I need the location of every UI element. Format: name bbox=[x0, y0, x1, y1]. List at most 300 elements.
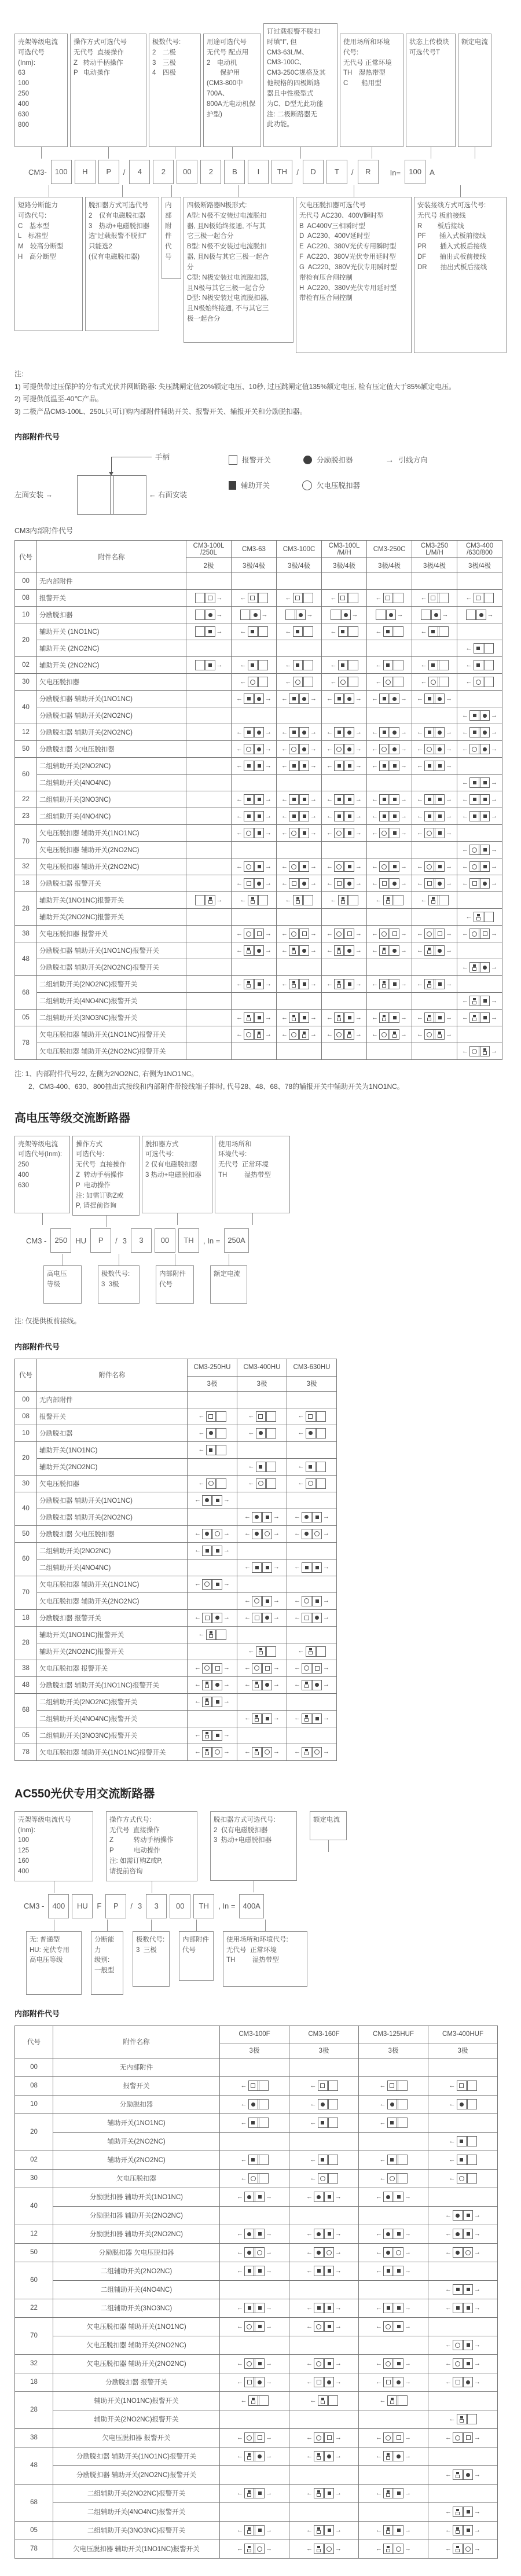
alarm-icon bbox=[209, 1634, 213, 1638]
accessory-position-diagram bbox=[462, 1046, 497, 1056]
aux-alarm-combo-icon bbox=[255, 1715, 259, 1722]
lead-arrow-icon: → bbox=[223, 1580, 230, 1588]
accessory-position-diagram bbox=[376, 2544, 411, 2554]
shunt-release-icon bbox=[255, 1515, 259, 1519]
breaker-mini-outline bbox=[256, 1478, 276, 1489]
aux-icon bbox=[387, 897, 390, 900]
breaker-mini-outline bbox=[244, 794, 264, 805]
diagram-cell bbox=[277, 909, 322, 926]
diagram-cell bbox=[220, 2410, 289, 2428]
section3-heading: AC550光伏专用交流断路器 bbox=[14, 1787, 155, 1800]
compartment bbox=[265, 1479, 276, 1488]
shunt-release-icon bbox=[257, 949, 261, 953]
aux-switch-icon bbox=[247, 731, 251, 734]
accessory-position-diagram bbox=[244, 1713, 280, 1724]
breaker-mini-outline bbox=[379, 811, 399, 821]
alarm-icon bbox=[438, 1034, 442, 1038]
spec-box-line: 可选代号T bbox=[409, 49, 441, 56]
lead-arrow-icon: ← bbox=[375, 896, 382, 904]
lead-arrow-icon: ← bbox=[326, 812, 333, 820]
aux-icon bbox=[428, 948, 431, 950]
compartment bbox=[470, 1013, 479, 1022]
diagram-cell bbox=[412, 623, 457, 640]
lead-arrow-icon: ← bbox=[240, 628, 247, 635]
table-row bbox=[15, 775, 502, 791]
compartment bbox=[453, 2340, 462, 2350]
accessory-name-cell: 二组辅助开关(3NO3NC) bbox=[53, 2299, 220, 2317]
table-row bbox=[15, 976, 502, 993]
compartment bbox=[392, 2322, 403, 2331]
lead-arrow-icon: ← bbox=[298, 1429, 304, 1437]
compartment bbox=[388, 2174, 397, 2183]
spec-box-line: 无代号 正常环境 bbox=[226, 1946, 277, 1954]
diagram-cell bbox=[188, 1676, 237, 1693]
lead-arrow-icon: ← bbox=[462, 863, 468, 870]
accessory-position-diagram bbox=[326, 1029, 362, 1040]
lead-arrow-icon: → bbox=[405, 2526, 411, 2534]
compartment bbox=[388, 862, 399, 871]
lead-arrow-icon: ← bbox=[375, 628, 382, 635]
accessory-position-diagram bbox=[237, 2321, 272, 2332]
compartment bbox=[388, 728, 399, 737]
aux-switch-icon bbox=[292, 697, 296, 700]
diagram-cell bbox=[220, 2113, 289, 2132]
shunt-release-icon bbox=[438, 747, 442, 751]
spec-box-line: 他规格的四极断路 bbox=[267, 80, 320, 87]
aux-switch-icon bbox=[216, 1734, 219, 1737]
diagram-cell bbox=[188, 1727, 237, 1744]
lead-arrow-icon: ← bbox=[281, 829, 288, 836]
lead-arrow-icon: → bbox=[355, 879, 362, 887]
diagram-cell bbox=[287, 1525, 337, 1542]
diagram-cell bbox=[289, 2188, 359, 2206]
compartment bbox=[335, 929, 343, 938]
aux-switch-icon bbox=[317, 2306, 321, 2310]
section-cm3-type-designation bbox=[14, 28, 509, 418]
diagram-cell bbox=[277, 791, 322, 808]
compartment bbox=[253, 828, 263, 838]
compartment bbox=[298, 744, 309, 754]
diagram-cell bbox=[287, 1643, 337, 1660]
diagram-cell bbox=[232, 724, 277, 741]
connector-gap bbox=[14, 1216, 509, 1228]
spec-box-line: 注: 如需订购Z或P, bbox=[109, 1858, 163, 1865]
breaker-mini-outline bbox=[302, 1512, 322, 1522]
accessory-position-diagram bbox=[417, 945, 452, 956]
table-row bbox=[15, 1710, 337, 1727]
alarm-icon bbox=[317, 2549, 321, 2552]
lead-arrow-icon: → bbox=[355, 980, 362, 988]
legend-heading: 内部附件代号 bbox=[14, 432, 60, 442]
accessory-position-diagram bbox=[462, 777, 497, 788]
breaker-mini-outline bbox=[469, 777, 490, 788]
diagram-cell bbox=[428, 2151, 498, 2169]
lead-arrow-icon: ← bbox=[281, 1014, 288, 1021]
compartment bbox=[211, 1731, 222, 1740]
diagram-cell bbox=[359, 2225, 428, 2243]
accessory-code-cell: 70 bbox=[15, 2317, 53, 2354]
lead-arrow-icon: → bbox=[265, 980, 271, 988]
col-header-pole: 3极/4极 bbox=[232, 558, 277, 573]
compartment bbox=[289, 812, 298, 821]
table-row bbox=[15, 2169, 498, 2188]
aux-icon bbox=[209, 897, 212, 900]
alarm-icon bbox=[247, 2549, 251, 2552]
accessory-name-cell: 分励脱扣器 报警开关 bbox=[37, 1609, 188, 1626]
breaker-mini-outline bbox=[293, 593, 313, 603]
compartment bbox=[479, 1047, 489, 1056]
diagram-cell bbox=[412, 640, 457, 657]
model-code-text: 3 bbox=[137, 1902, 142, 1911]
lead-arrow-icon: ← bbox=[285, 594, 292, 601]
compartment bbox=[434, 929, 444, 938]
model-code-box: 2 bbox=[153, 160, 174, 184]
model-code-box: HU bbox=[72, 1894, 93, 1918]
diagram-cell bbox=[237, 1542, 287, 1559]
table-row bbox=[15, 2262, 498, 2280]
breaker-mini-outline bbox=[244, 2432, 265, 2443]
compartment bbox=[384, 2359, 392, 2368]
compartment bbox=[253, 862, 263, 871]
diagram-cell bbox=[322, 691, 367, 707]
accessory-position-diagram bbox=[237, 2488, 272, 2498]
accessory-code-cell: 12 bbox=[15, 724, 37, 741]
lead-arrow-icon: ← bbox=[376, 2248, 382, 2256]
alarm-switch-icon bbox=[208, 1414, 213, 1419]
accessory-name-cell: 二组辅助开关(3NO3NC)报警开关 bbox=[37, 1010, 186, 1026]
table-row bbox=[15, 1475, 337, 1492]
diagram-cell bbox=[220, 2243, 289, 2262]
diagram-cell bbox=[322, 657, 367, 674]
breaker-mini-outline bbox=[457, 2155, 477, 2165]
lead-arrow-icon: ← bbox=[281, 980, 288, 988]
accessory-position-diagram bbox=[237, 2247, 272, 2258]
diagram-cell bbox=[237, 1441, 287, 1458]
aux-alarm-combo-icon bbox=[386, 2490, 390, 2497]
diagram-cell bbox=[359, 2280, 428, 2299]
lead-arrow-icon: ← bbox=[376, 2360, 382, 2367]
breaker-mini-outline bbox=[252, 1529, 272, 1539]
compartment bbox=[343, 828, 354, 838]
aux-icon bbox=[206, 1698, 208, 1701]
accessory-name-cell: 分励脱扣器 辅助开关(2NO2NC)报警开关 bbox=[37, 959, 186, 976]
compartment bbox=[462, 2377, 472, 2387]
undervoltage-release-icon bbox=[381, 1032, 387, 1037]
lead-arrow-icon: → bbox=[310, 930, 317, 937]
breaker-mini-outline bbox=[469, 878, 490, 889]
col-header-pole: 3极/4极 bbox=[412, 558, 457, 573]
diagram-cell bbox=[428, 2484, 498, 2502]
alarm-icon bbox=[259, 1651, 263, 1654]
table-row bbox=[15, 2095, 498, 2113]
compartment bbox=[256, 1647, 265, 1656]
table-row bbox=[15, 791, 502, 808]
diagram-cell bbox=[359, 2336, 428, 2354]
diagram-cell bbox=[412, 875, 457, 892]
undervoltage-release-icon bbox=[336, 1032, 342, 1037]
undervoltage-release-icon bbox=[316, 2361, 321, 2366]
col-header-model: CM3-400HUF bbox=[428, 2025, 498, 2043]
compartment bbox=[318, 2396, 327, 2405]
compartment bbox=[384, 896, 392, 905]
lead-arrow-icon: ← bbox=[326, 946, 333, 954]
accessory-position-diagram bbox=[376, 2266, 411, 2276]
undervoltage-release-icon bbox=[291, 831, 296, 836]
lead-arrow-icon: → bbox=[323, 1597, 329, 1605]
lead-arrow-icon: → bbox=[310, 762, 317, 769]
diagram-cell bbox=[428, 2262, 498, 2280]
accessory-name-cell: 分励脱扣器 报警开关 bbox=[37, 875, 186, 892]
model-code-box: 100 bbox=[405, 160, 425, 184]
shunt-release-icon bbox=[483, 731, 487, 735]
lead-arrow-icon: ← bbox=[326, 829, 333, 836]
compartment bbox=[196, 896, 204, 905]
accessory-position-diagram bbox=[462, 794, 497, 805]
alarm-switch-icon bbox=[317, 2380, 321, 2384]
spec-box-line: 250 bbox=[18, 1161, 30, 1169]
aux-alarm-combo-icon bbox=[304, 1749, 309, 1755]
legend-item bbox=[303, 454, 353, 465]
lead-arrow-icon: ← bbox=[240, 2174, 247, 2182]
breaker-mini-outline bbox=[334, 1029, 354, 1040]
compartment bbox=[380, 929, 388, 938]
accessory-position-diagram bbox=[195, 1747, 230, 1757]
breaker-mini-outline bbox=[252, 1512, 272, 1522]
lead-arrow-icon: ← bbox=[236, 745, 243, 753]
compartment bbox=[245, 2322, 254, 2331]
accessory-position-diagram bbox=[326, 811, 362, 821]
lead-arrow-icon: → bbox=[273, 1564, 280, 1571]
diagram-cell bbox=[232, 976, 277, 993]
legend-item-label: 分励脱扣器 bbox=[317, 456, 353, 465]
breaker-mini-outline bbox=[256, 1462, 276, 1472]
aux-switch-icon bbox=[292, 731, 296, 734]
breaker-mini-outline bbox=[314, 2266, 334, 2276]
breaker-mini-outline bbox=[469, 727, 490, 737]
spec-box bbox=[133, 1931, 170, 1987]
compartment bbox=[254, 2544, 264, 2553]
accessory-code-cell: 78 bbox=[15, 1026, 37, 1060]
diagram-cell bbox=[277, 674, 322, 691]
accessory-code-cell: 00 bbox=[15, 573, 37, 590]
lead-arrow-icon: → bbox=[401, 863, 407, 870]
compartment bbox=[314, 2303, 323, 2313]
lead-arrow-icon: → bbox=[310, 879, 317, 887]
lead-arrow-icon: → bbox=[491, 728, 497, 736]
breaker-mini-outline bbox=[474, 677, 494, 687]
compartment bbox=[434, 879, 444, 888]
compartment bbox=[293, 677, 302, 687]
alarm-switch-icon bbox=[247, 881, 251, 886]
compartment bbox=[438, 660, 448, 670]
aux-alarm-combo-icon bbox=[251, 897, 255, 904]
compartment bbox=[343, 812, 354, 821]
lead-arrow-icon: ← bbox=[281, 812, 288, 820]
lead-arrow-icon: → bbox=[491, 846, 497, 853]
lead-arrow-icon: → bbox=[491, 963, 497, 971]
accessory-position-diagram bbox=[281, 1029, 317, 1040]
aux-icon bbox=[255, 1682, 258, 1684]
lead-arrow-icon: ← bbox=[372, 795, 378, 803]
accessory-name-cell: 分励脱扣器 辅助开关(1NO1NC)报警开关 bbox=[37, 1676, 188, 1693]
accessory-name-cell: 二组辅助开关(4NO4NC) bbox=[53, 2280, 220, 2299]
diagram-cell bbox=[232, 842, 277, 858]
legend-item bbox=[386, 454, 428, 465]
aux-switch-icon bbox=[467, 2510, 470, 2513]
lead-arrow-icon: → bbox=[401, 1014, 407, 1021]
model-code-box: 2 bbox=[200, 160, 221, 184]
aux-icon bbox=[317, 2527, 320, 2530]
breaker-mini-outline bbox=[457, 2099, 477, 2109]
compartment bbox=[470, 795, 479, 804]
diagram-cell bbox=[428, 2465, 498, 2484]
alarm-icon bbox=[431, 900, 435, 904]
undervoltage-release-icon bbox=[472, 1049, 477, 1054]
note-line: 注: 1、内部附件代号22, 左侧为2NO2NC, 右侧为1NO1NC。 bbox=[14, 1070, 199, 1078]
undervoltage-release-icon bbox=[427, 931, 432, 937]
breaker-mini-outline bbox=[383, 2266, 403, 2276]
alarm-icon bbox=[460, 2419, 464, 2423]
diagram-cell bbox=[232, 926, 277, 942]
compartment bbox=[257, 660, 267, 670]
lead-arrow-icon: → bbox=[487, 611, 494, 618]
lead-arrow-icon: ← bbox=[306, 2322, 313, 2330]
handle-label: 手柄 bbox=[155, 453, 170, 462]
model-code-text: A bbox=[430, 167, 435, 177]
lead-arrow-icon: ← bbox=[372, 812, 378, 820]
header-row bbox=[15, 1359, 337, 1376]
lead-arrow-icon: → bbox=[491, 863, 497, 870]
compartment bbox=[323, 2544, 333, 2553]
diagram-cell bbox=[220, 2502, 289, 2521]
diagram-cell bbox=[277, 825, 322, 842]
diagram-cell bbox=[186, 808, 232, 825]
accessory-position-diagram bbox=[285, 610, 313, 620]
breaker-mini-outline bbox=[379, 727, 399, 737]
accessory-name-cell: 辅助开关(1NO1NC) bbox=[53, 2113, 220, 2132]
diagram-cell bbox=[188, 1525, 237, 1542]
breaker-mini-outline bbox=[244, 2266, 265, 2276]
table-row bbox=[15, 1425, 337, 1441]
breaker-mini-outline bbox=[383, 2377, 403, 2387]
aux-alarm-combo-icon bbox=[386, 897, 390, 904]
lead-arrow-icon: → bbox=[335, 2360, 342, 2367]
header-row bbox=[15, 2025, 498, 2043]
lead-arrow-icon: → bbox=[216, 896, 223, 904]
undervoltage-release-icon bbox=[340, 680, 346, 685]
accessory-position-diagram bbox=[417, 1029, 452, 1040]
lead-arrow-icon: ← bbox=[236, 795, 243, 803]
table-row bbox=[15, 1010, 502, 1026]
table-row bbox=[15, 573, 502, 590]
compartment bbox=[293, 627, 302, 636]
spec-box-line: 内部附件 bbox=[159, 1271, 186, 1278]
aux-switch-icon bbox=[467, 2288, 470, 2291]
compartment bbox=[425, 979, 434, 989]
compartment bbox=[457, 2100, 466, 2109]
accessory-position-diagram bbox=[376, 593, 403, 603]
diagram-cell bbox=[428, 2243, 498, 2262]
accessory-position-diagram bbox=[306, 2488, 342, 2498]
accessory-position-diagram bbox=[236, 828, 271, 838]
compartment bbox=[380, 1030, 388, 1039]
compartment bbox=[347, 677, 358, 687]
spec-box bbox=[142, 1136, 212, 1213]
lead-arrow-icon: ← bbox=[240, 2082, 247, 2089]
shunt-release-icon bbox=[392, 949, 397, 953]
compartment bbox=[457, 2137, 466, 2146]
accessory-name-cell: 报警开关 bbox=[37, 1408, 188, 1425]
breaker-mini-outline bbox=[244, 727, 264, 737]
table-row bbox=[15, 942, 502, 959]
aux-switch-icon bbox=[341, 630, 344, 633]
undervoltage-release-icon bbox=[427, 864, 432, 869]
compartment bbox=[245, 2489, 254, 2498]
compartment bbox=[211, 1697, 222, 1707]
compartment bbox=[293, 896, 302, 905]
lead-arrow-icon: ← bbox=[462, 963, 468, 971]
undervoltage-release-icon bbox=[386, 2361, 391, 2366]
compartment bbox=[384, 2544, 392, 2553]
lead-arrow-icon: → bbox=[265, 745, 271, 753]
breaker-mini-outline bbox=[248, 660, 268, 670]
spec-box bbox=[43, 1265, 82, 1304]
compartment bbox=[453, 2303, 462, 2313]
compartment bbox=[466, 2174, 476, 2183]
aux-switch-icon bbox=[216, 1549, 219, 1553]
compartment bbox=[323, 2303, 333, 2313]
model-code-box: 400A bbox=[239, 1894, 263, 1918]
breaker-mini-outline bbox=[202, 1495, 222, 1506]
breaker-mini-outline bbox=[379, 794, 399, 805]
lead-arrow-icon: ← bbox=[326, 879, 333, 887]
accessory-position-diagram bbox=[326, 861, 362, 872]
spec-box-line: P, 请提前咨询 bbox=[76, 1202, 117, 1210]
aux-alarm-combo-icon bbox=[292, 948, 296, 954]
compartment bbox=[245, 2303, 254, 2313]
diagram-cell bbox=[322, 573, 367, 590]
diagram-cell bbox=[412, 1026, 457, 1043]
diagram-cell bbox=[186, 976, 232, 993]
col-header-pole: 2极 bbox=[186, 558, 232, 573]
compartment bbox=[261, 1563, 271, 1572]
breaker-mini-outline bbox=[293, 626, 313, 637]
lead-arrow-icon: ← bbox=[310, 2119, 317, 2126]
accessory-position-diagram bbox=[376, 2451, 411, 2461]
table-row bbox=[15, 741, 502, 758]
diagram-cell bbox=[412, 892, 457, 909]
lead-arrow-icon: → bbox=[310, 863, 317, 870]
undervoltage-release-icon bbox=[336, 831, 342, 836]
shunt-release-icon bbox=[386, 2232, 390, 2236]
breaker-mini-outline bbox=[424, 929, 445, 939]
lead-arrow-icon: ← bbox=[445, 2248, 452, 2256]
compartment bbox=[250, 610, 260, 619]
compartment bbox=[256, 1479, 265, 1488]
aux-alarm-combo-icon bbox=[247, 948, 251, 954]
compartment bbox=[388, 1030, 399, 1039]
accessory-position-diagram bbox=[241, 2395, 269, 2406]
breaker-mini-outline bbox=[302, 1613, 322, 1623]
diagram-cell bbox=[186, 791, 232, 808]
breaker-mini-outline bbox=[387, 2118, 408, 2128]
aux-switch-icon bbox=[229, 481, 236, 490]
spec-box-line: 分 bbox=[187, 263, 194, 271]
shunt-release-icon bbox=[315, 1683, 319, 1687]
diagram-cell bbox=[289, 2428, 359, 2447]
diagram-cell bbox=[428, 2410, 498, 2428]
accessory-code-cell: 40 bbox=[15, 2188, 53, 2225]
